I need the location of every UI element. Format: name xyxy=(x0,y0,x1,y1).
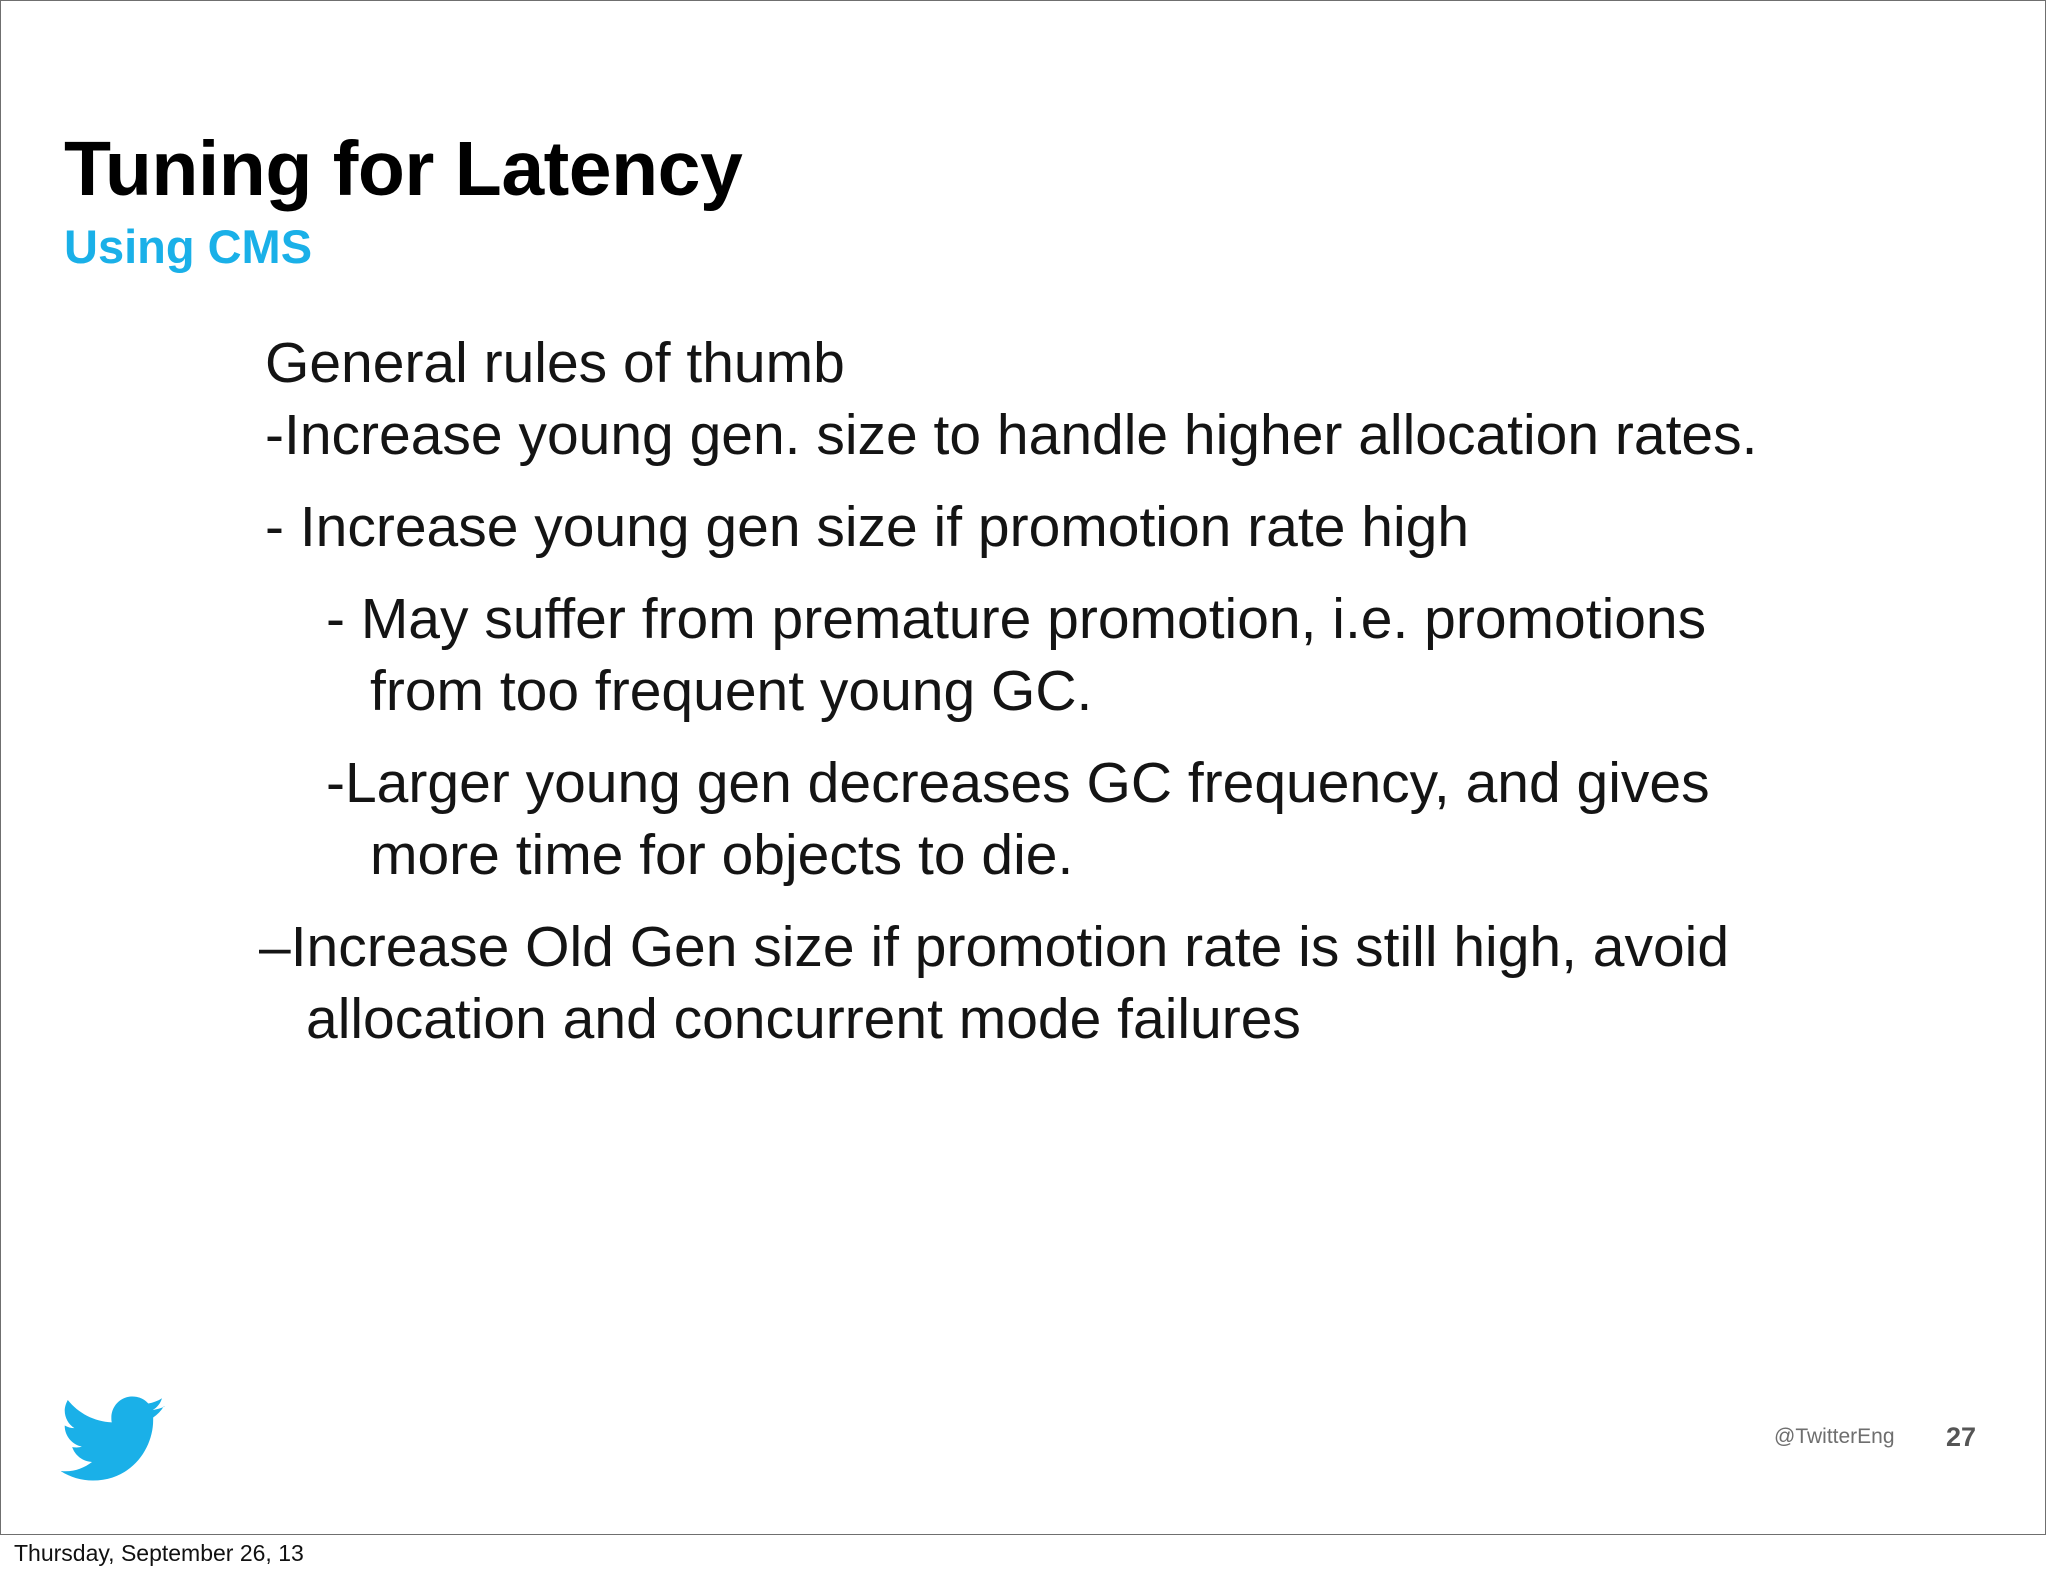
sub-bullet-item: -Larger young gen decreases GC frequency, and gives xyxy=(326,751,1710,815)
bullet-item: –Increase Old Gen size if promotion rate is still high, avoid xyxy=(259,915,1730,979)
slide-title: Tuning for Latency xyxy=(64,126,743,212)
bullet-heading: General rules of thumb xyxy=(265,331,845,395)
bullet-continuation: allocation and concurrent mode failures xyxy=(306,987,1301,1051)
bullet-item: - Increase young gen size if promotion rate high xyxy=(265,495,1470,559)
page-number: 27 xyxy=(1946,1422,1977,1452)
sub-bullet-continuation: more time for objects to die. xyxy=(370,823,1074,887)
twitter-bird-icon xyxy=(61,1396,167,1484)
footer-date: Thursday, September 26, 13 xyxy=(14,1540,304,1566)
sub-bullet-continuation: from too frequent young GC. xyxy=(370,659,1093,723)
bullet-item: -Increase young gen. size to handle higher allocation rates. xyxy=(265,403,1758,467)
sub-bullet-item: - May suffer from premature promotion, i.e. promotions xyxy=(326,587,1707,651)
slide-subtitle: Using CMS xyxy=(64,220,313,273)
twitter-handle: @TwitterEng xyxy=(1774,1425,1895,1448)
